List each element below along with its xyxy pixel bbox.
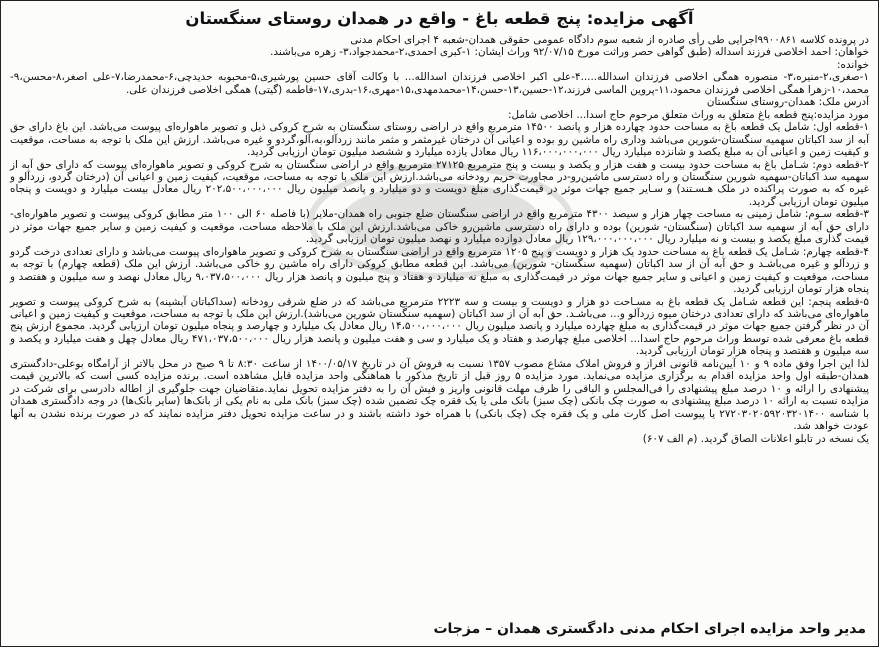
lot-1-description: ۱-قطعه اول: شامل یک قطعه باغ به مساحت حدود چهارده هزار و پانصد ۱۴۵۰۰ مترمربع واقع در اراضی روستای سنگستان به شرح کروکی ذیل و تصویر ماهواره‌ای پیوست می‌باشد. این باغ دارای حق آبه از سد اکباتان سهمیه سنگستان-شورین می‌باشد وداری راه ماشین رو بوده و اعیانی آن درختان غیرمثمر و مثمر مانند زردآلو،به،آلو،گردو و غیره می‌باشد. ارزش این ملک با توجه به مساحت، موقعیت و کیفیت زمین و اعیانی آن به مبلغ یکصد و شانزده میلیارد ریال ۱۱۶،۰۰۰،۰۰۰،۰۰۰ ریال معادل یازده میلیارد و ششصد میلیون تومان ارزیابی گردید. xyxy=(10,121,869,159)
lot-2-description: ۲-قطعه دوم: شـامل باغ به مساحت حدود بیست و هفت هزار و یکصد و بیست و پنج مترمربع ۲۷۱۲۵ مترمربع واقع در اراضی سنگستان به شرح کروکی و تصویر ماهواره‌ای پیوست که دارای حق آبه از سهمیه سد اکباتان-سهمیه شورین سنگستان و راه دسترسی ماشین‌رو-در مجاورت حریم رودخانه می‌باشد.ارزش این ملک با توجه به مساحت، موقعیت، کیفیت زمین و اعیانی آن (درختان گردو، زردآلو و غیره که به صورت پراکنده در ملک هـسـتند) و سـایر جمیع جهات موثر در قیمت‌گذاری مبلغ دویست و دو میلیارد و پانصد میلیون ریال ۲۰۲،۵۰۰،۰۰۰،۰۰۰ ریال معادل بیست میلیارد و دویست و پنجاه میلیون تومان ارزیابی گردید. xyxy=(10,158,870,208)
posting-note: یک نسخه در تابلو اعلانات الصاق گردید. (م الف ۶۰۷) xyxy=(642,432,869,445)
signature-line: مدیر واحد مزایده اجرای احکام مدنی دادگستری همدان – مزجات xyxy=(433,621,866,637)
lot-3-description: ۳-قطعه سـوم: شامل زمینی به مساحت چهار هزار و سیصد ۴۳۰۰ مترمربع واقع در اراضی سنگستان ضلع جنوبی راه همدان-ملایر (با فاصله ۶۰ الی ۱۰۰ متر مطابق کروکی پیوست و تصویر ماهواره‌ای-دارای حق آبه از سهمیه سد اکباتان (سنگستان- شورین) بوده و دارای راه دسترسی ماشین‌رو خاکی می‌باشد.ارزش این ملک با ملاحظه مساحت، موقعیت و کیفیت زمین و سایر جمیع جهات موثر در قیمت گذاری مبلغ یکصد و بیست و نه میلیارد ریال ۱۲۹،۰۰۰،۰۰۰،۰۰۰ ریال معادل دوازده میلیارد و نهصد میلیون تومان ارزیابی گردید. xyxy=(10,208,869,246)
auction-terms: لذا این اجرا وفق ماده ۹ و ۱۰ آیین‌نامه قانونی افراز و فروش املاک مشاع مصوب ۱۳۵۷ نسبت به فروش آن در تاریخ ۱۴۰۰/۰۵/۱۷ از ساعت ۸:۳۰ تا ۹ صبح در محل بالاتر از آرامگاه بوعلی-دادگستری همدان-طبقه اول واحد مزایده اقدام به برگزاری مزایده می‌نماید. مورد مزایده ۵ روز قبل از تاریخ مذکور با هماهنگی واحد مزایده قابل مشاهده است. برنده مزایده کسی است که بالاترین قیمت پیشنهادی را ارائه و ۱۰ درصد مبلغ پیشنهادی را فی‌المجلس و الباقی را ظرف مهلت قانونی واریز و فیش آن را به دفتر مزایده تحویل نماید.متقاضیان جهت جلوگیری از اطاله دادرسی برای شرکت در مزایده نسبت به ارائه ۱۰ درصد مبلغ پیشنهادی به صورت چک بانکی (چک سبز) بانک ملی یا یک فقره چک تضمین شده (چک سبز) بانک ملی به نام یکی از بانک‌ها (سایر بانک‌ها) در وجه دادگستری همدان با شناسه ۲۷۲۰۳۰۲۰۵۹۲۰۳۲۰۱۴۰۰ یا پیوست اصل کارت ملی و یک فقره چک (چک بانکی) با همراه خود داشته باشند و در ساعت مزایده تحویل دفتر مزایده نمایند که در صورت برنده نشدن به آنها عودت خواهد شد. xyxy=(10,357,869,433)
defendants-list: ۱-صغری،۲-منیره،۳- منصوره همگی اخلاصی فرزندان اسدالله.....۴-علی اکبر اخلاصی فرزندان اسدالله... با وکالت آقای حسین پورشیری،۵-محبوبه حدیدچی،۶-محمدرضا،۷-علی اصغر،۸-محسن،۹-محمد،۱۰-زهرا همگی اخلاصی فرزندان محمود،۱۱-پروین الماسی فرزند،۱۲-حسین،۱۳-حسن،۱۴-محمدمهدی،۱۵-مهری،۱۶-بدری،۱۷-فاطمه (گیتی) همگی اخلاصی فرزندان علی. xyxy=(10,71,870,96)
plaintiff-line: خواهان: احمد اخلاصی فرزند اسداله (طبق گواهی حصر وراثت مورخ ۹۲/۰۷/۱۵ وراث ایشان: ۱-کبری احمدی،۲-محمدجواد،۳- زهره می‌باشند. xyxy=(270,46,869,59)
lot-5-description: ۵-قطعه پنجم: این قطعه شـامل یک قطعه باغ به مسـاحت دو هزار و دویست و بیست و سه ۲۲۲۳ مترمربع می‌باشد که در ضلع شرقی رودخانه (سداکباتان آبشینه) به شرح کروکی پیوست و تصویر ماهواره‌ای می‌باشد که دارای تعدادی درختان میوه زردآلو و... می‌باشـد. حق آبه آن از سد اکباتان (سهمیه سنگستان شورین می‌باشد).ارزش این ملک با توجه به مساحت، موقعیت و کیفیت زمین و اعیانی آن در نظر گرفتن جمیع جهات موثر در قیمت‌گذاری به مبلغ چهارده میلیارد و پانصد میلیون ریال ۱۴،۵۰۰،۰۰۰،۰۰۰ ریال معادل یک میلیارد و چهارصد و پنجاه میلیون تومان ارزیابی گردید. مجموع ارزش پنج قطعه باغ معرفی شده توسط وراث مرحوم حاج اسدا... اخلاصی مبلغ چهارصد و هفتاد و یک میلیارد و سی و هفت میلیون و پانصد هزار ریال ۴۷۱،۰۳۷،۵۰۰،۰۰۰ ریال معادل چهل و هفت میلیارد و یکصد و سه میلیون و هفتصد و پنجاه هزار تومان ارزیابی گردید. xyxy=(10,295,869,358)
lot-4-description: ۴-قطعه چهارم: شـامل یک قطعه باغ به مساحت حدود یک هزار و دویست و پنج ۱۲۰۵ مترمربع واقع در اراضی سنگستان به شرح کروکی و تصویر ماهواره‌ای پیوست می‌باشد و دارای تعدادی درخت گردو و زردآلو و غیره می‌باشـد و حق آبه آن از سد اکباتان (سهمیه سنگستان- شورین) می‌باشد. این قطعه مطابق کروکی دارای راه ماشین رو خاکی می‌باشد. ارزش این ملک (قطعه چهارم) با توجه به مساحت، موقعیت و کیفیت زمین و اعیانی و سایر جمیع جهات موثر در قیمت‌گذاری به مبلغ نه میلیارد و هفتاد و پنج میلیون و پانصد هزار ریال ۹،۰۳۷،۵۰۰،۰۰۰ ریال معادل نهصد و سه میلیون و هفتصد و پنجاه هزار تومان ارزیابی گردید. xyxy=(10,245,870,296)
auction-subject: مورد مزایده:پنج قطعه باغ متعلق به وراث متعلق مرحوم حاج اسدا... اخلاصی شامل: xyxy=(507,108,869,121)
notice-title: آگهی مزایده: پنج قطعه باغ - واقع در همدان روستای سنگستان xyxy=(185,9,694,28)
defendant-heading: خوانده: xyxy=(837,58,869,71)
case-intro: در پرونده کلاسه ۹۹۰۰۸۶۱اجرایی طی رأی صادره از شعبه سوم دادگاه عمومی حقوقی همدان-شعبه ۴ اجرای احکام مدنی xyxy=(350,34,869,46)
notice-body xyxy=(10,34,869,445)
property-address: آدرس ملک: همدان-روستای سنگستان xyxy=(706,96,869,109)
